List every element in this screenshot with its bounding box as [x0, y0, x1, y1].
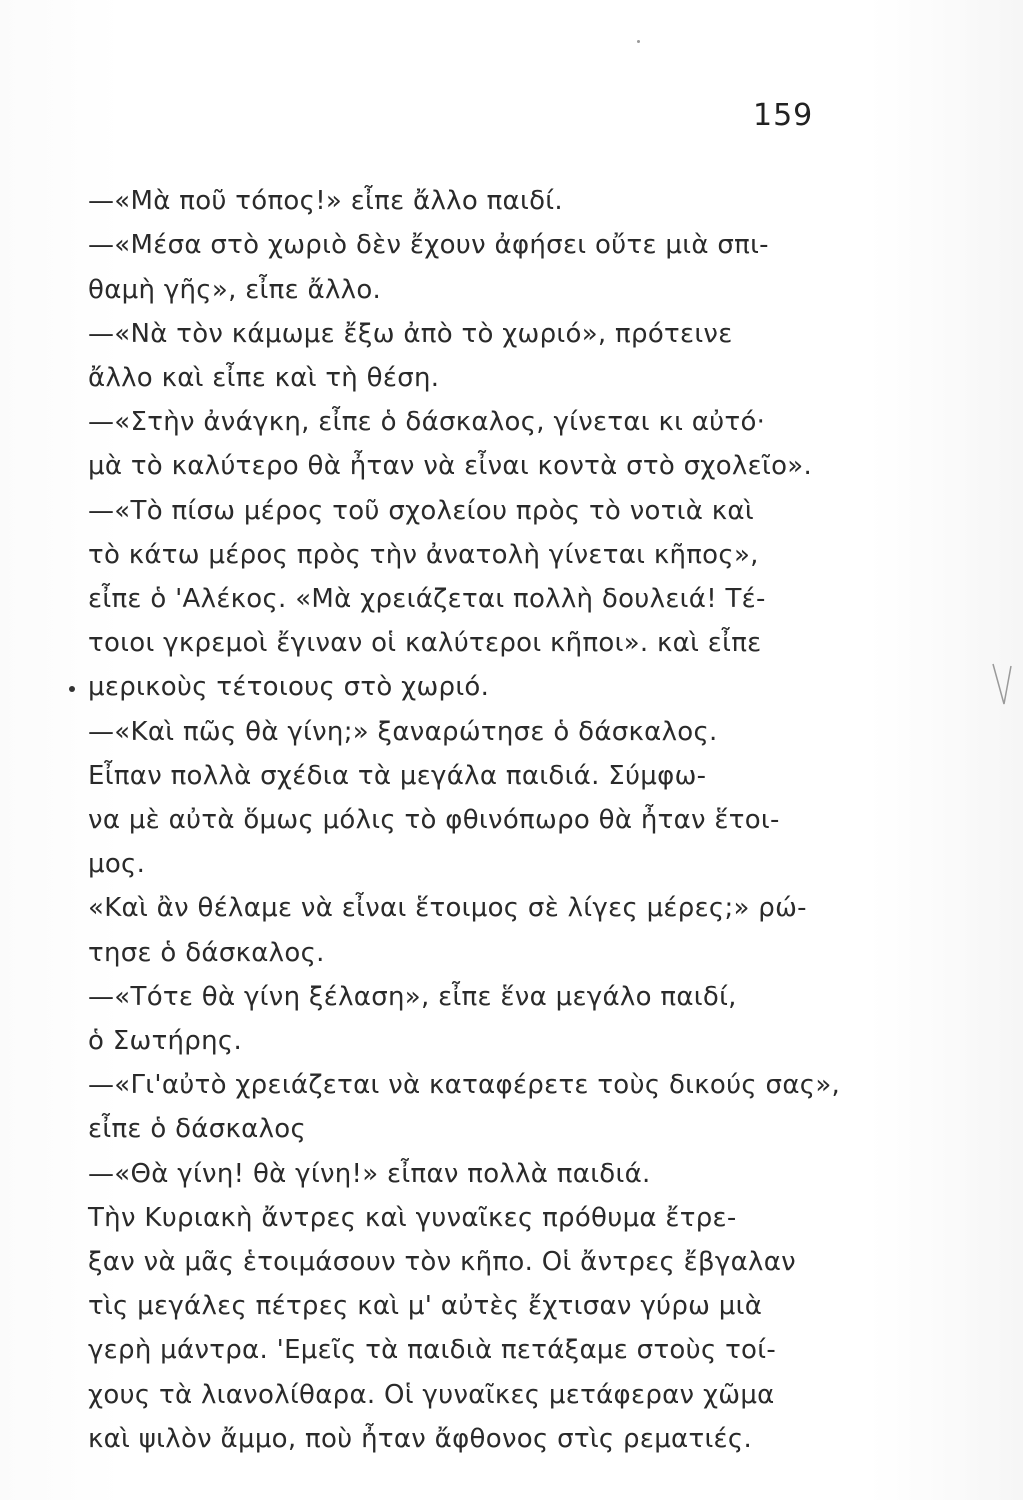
text-line: γερὴ μάντρα. 'Εμεῖς τὰ παιδιὰ πετάξαμε στοὺς τοί-	[88, 1335, 777, 1365]
text-line: —«Καὶ πῶς θὰ γίνη;» ξαναρώτησε ὁ δάσκαλος.	[88, 717, 718, 747]
margin-mark	[990, 660, 1014, 708]
speck-mark	[69, 686, 75, 692]
text-line: θαμὴ γῆς», εἶπε ἄλλο.	[88, 275, 382, 305]
text-line: Εἶπαν πολλὰ σχέδια τὰ μεγάλα παιδιά. Σύμφω-	[88, 761, 707, 791]
text-line: να μὲ αὐτὰ ὅμως μόλις τὸ φθινόπωρο θὰ ἦταν ἕτοι-	[88, 805, 780, 835]
text-line: —«Νὰ τὸν κάμωμε ἔξω ἀπὸ τὸ χωριό», πρότεινε	[88, 319, 733, 349]
page-number: 159	[753, 98, 814, 133]
text-line: «Καὶ ἂν θέλαμε νὰ εἶναι ἕτοιμος σὲ λίγες μέρες;» ρώ-	[88, 893, 807, 923]
text-line: —«Θὰ γίνη! θὰ γίνη!» εἶπαν πολλὰ παιδιά.	[88, 1159, 651, 1189]
text-line: τὸ κάτω μέρος πρὸς τὴν ἀνατολὴ γίνεται κῆπος»,	[88, 540, 759, 570]
text-line: μὰ τὸ καλύτερο θὰ ἦταν νὰ εἶναι κοντὰ στὸ σχολεῖο».	[88, 451, 813, 481]
text-line: —«Τότε θὰ γίνη ξέλαση», εἶπε ἕνα μεγάλο παιδί,	[88, 982, 737, 1012]
text-line: ὁ Σωτήρης.	[88, 1026, 243, 1056]
text-line: Τὴν Κυριακὴ ἄντρες καὶ γυναῖκες πρόθυμα ἔτρε-	[88, 1203, 737, 1233]
text-line: —«Μέσα στὸ χωριὸ δὲν ἔχουν ἀφήσει οὔτε μιὰ σπι-	[88, 230, 769, 260]
text-line: ξαν νὰ μᾶς ἑτοιμάσουν τὸν κῆπο. Οἱ ἄντρες ἔβγαλαν	[88, 1247, 796, 1277]
text-line: μερικοὺς τέτοιους στὸ χωριό.	[88, 672, 490, 702]
text-line: τὶς μεγάλες πέτρες καὶ μ' αὐτὲς ἔχτισαν γύρω μιὰ	[88, 1291, 763, 1321]
text-line: τησε ὁ δάσκαλος.	[88, 938, 325, 968]
text-line: εἶπε ὁ 'Αλέκος. «Μὰ χρειάζεται πολλὴ δουλειά! Τέ-	[88, 584, 766, 614]
text-line: τοιοι γκρεμοὶ ἔγιναν οἱ καλύτεροι κῆποι». καὶ εἶπε	[88, 628, 762, 658]
speck-mark	[637, 40, 640, 43]
text-line: —«Μὰ ποῦ τόπος!» εἶπε ἄλλο παιδί.	[88, 186, 563, 216]
text-line: καὶ ψιλὸν ἄμμο, ποὺ ἦταν ἄφθονος στὶς ρεματιές.	[88, 1424, 753, 1454]
text-line: ἄλλο καὶ εἶπε καὶ τὴ θέση.	[88, 363, 440, 393]
text-line: —«Τὸ πίσω μέρος τοῦ σχολείου πρὸς τὸ νοτιὰ καὶ	[88, 496, 754, 526]
text-line: —«Γι'αὐτὸ χρειάζεται νὰ καταφέρετε τοὺς δικούς σας»,	[88, 1070, 841, 1100]
text-line: χους τὰ λιανολίθαρα. Οἱ γυναῖκες μετάφεραν χῶμα	[88, 1380, 775, 1410]
text-line: μος.	[88, 849, 146, 879]
text-line: εἶπε ὁ δάσκαλος	[88, 1114, 307, 1144]
text-line: —«Στὴν ἀνάγκη, εἶπε ὁ δάσκαλος, γίνεται κι αὐτό·	[88, 407, 766, 437]
